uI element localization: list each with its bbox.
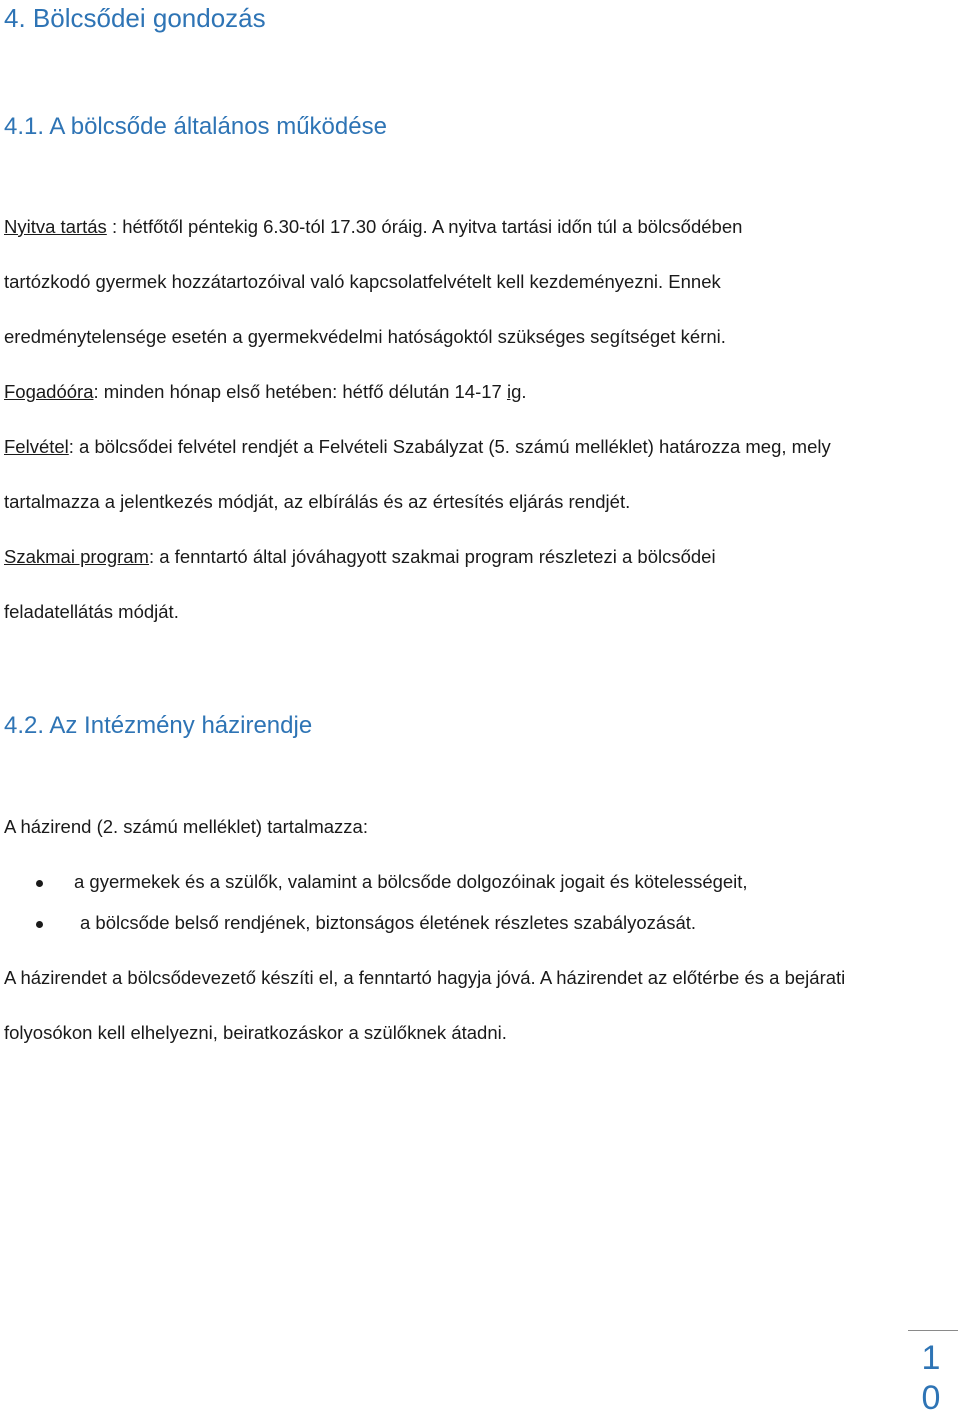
opening-hours-label: Nyitva tartás [4, 216, 107, 237]
opening-hours-line-2: tartózkodó gyermek hozzátartozóival való kapcsolatfelvételt kell kezdeményezni. Ennek [4, 271, 721, 292]
bullet-dot-icon [36, 921, 43, 928]
opening-hours-text: : hétfőtől péntekig 6.30-tól 17.30 óráig. A nyitva tartási időn túl a bölcsődében [106, 216, 743, 237]
admission-text: : a bölcsődei felvétel rendjét a Felvételi Szabályzat (5. számú melléklet) határozza meg, mely [68, 436, 831, 457]
office-hours-line [4, 380, 527, 404]
admission-line-2: tartalmazza a jelentkezés módját, az elbírálás és az értesítés eljárás rendjét. [4, 491, 631, 512]
bullet-item-2: a bölcsőde belső rendjének, biztonságos életének részletes szabályozását. [80, 912, 697, 933]
section-heading-4-2: 4.2. Az Intézmény házirendje [4, 712, 313, 739]
closing-line-2: folyosókon kell elhelyezni, beiratkozáskor a szülőknek átadni. [4, 1022, 507, 1043]
program-label: Szakmai program [4, 546, 149, 567]
house-rules-intro: A házirend (2. számú melléklet) tartalmazza: [4, 816, 368, 837]
page-number-digit-1: 1 [921, 1339, 941, 1377]
admission-label: Felvétel [4, 436, 69, 457]
office-hours-label: Fogadóóra [4, 381, 94, 402]
section-heading-4-1: 4.1. A bölcsőde általános működése [4, 113, 387, 140]
program-text: : a fenntartó által jóváhagyott szakmai program részletezi a bölcsődei [148, 546, 716, 567]
office-hours-underlined: ig [506, 381, 522, 402]
page-number-digit-2: 0 [921, 1379, 941, 1417]
page-number-rule [908, 1330, 958, 1331]
office-hours-end: . [521, 381, 527, 402]
closing-line-1: A házirendet a bölcsődevezető készíti el, a fenntartó hagyja jóvá. A házirendet az előtérbe és a bejárati [4, 967, 846, 988]
opening-hours-line-3: eredménytelensége esetén a gyermekvédelmi hatóságoktól szükséges segítséget kérni. [4, 326, 726, 347]
program-line-2: feladatellátás módját. [4, 601, 179, 622]
program-line-1 [4, 545, 716, 569]
chapter-heading: 4. Bölcsődei gondozás [4, 3, 266, 33]
opening-hours-line-1 [4, 215, 742, 239]
bullet-item-1: a gyermekek és a szülők, valamint a bölcsőde dolgozóinak jogait és kötelességeit, [74, 871, 748, 892]
bullet-dot-icon [36, 880, 43, 887]
admission-line-1 [4, 435, 831, 459]
office-hours-text: : minden hónap első hetében: hétfő délután 14-17 [93, 381, 507, 402]
